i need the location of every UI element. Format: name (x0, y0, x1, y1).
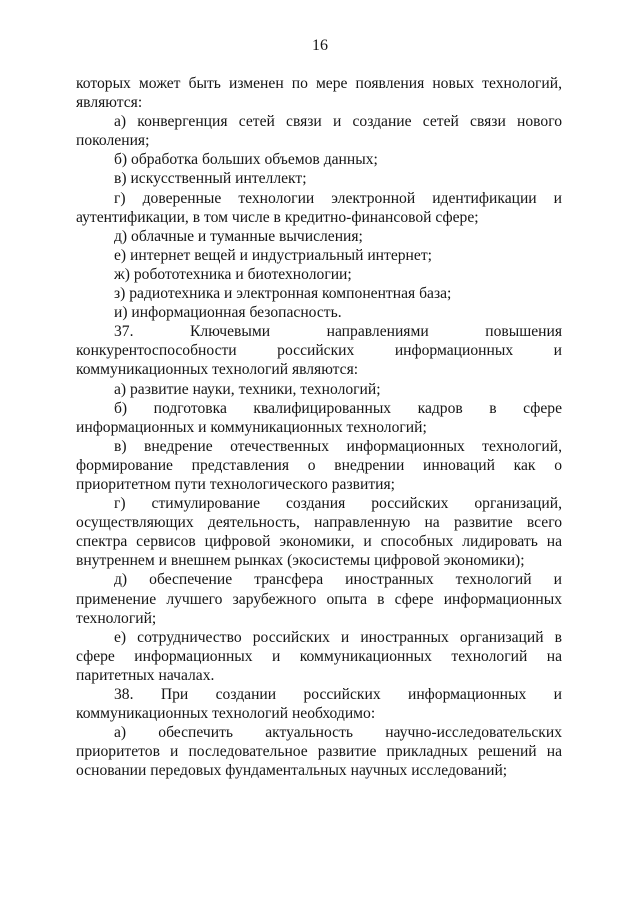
text-line: а) обеспечить актуальность научно-исследовательских (114, 724, 562, 742)
text-line: з) радиотехника и электронная компонентная база; (114, 285, 452, 303)
text-line: г) стимулирование создания российских организаций, (114, 495, 562, 513)
text-line: д) обеспечение трансфера иностранных технологий и (114, 571, 562, 589)
text-line: аутентификации, в том числе в кредитно-финансовой сфере; (76, 208, 479, 226)
text-line: коммуникационных технологий являются: (76, 361, 359, 379)
text-line: внутреннем и внешнем рынках (экосистемы цифровой экономики); (76, 552, 525, 570)
text-line: применение лучшего зарубежного опыта в сфере информационных (76, 590, 562, 608)
text-line: д) облачные и туманные вычисления; (114, 227, 363, 245)
text-line: технологий; (76, 609, 157, 627)
text-line: 38. При создании российских информационных и (114, 686, 562, 703)
text-line: 37. Ключевыми направлениями повышения (114, 323, 562, 341)
text-line: информационных и коммуникационных технологий; (76, 418, 427, 436)
text-line: которых может быть изменен по мере появления новых технологий, (76, 75, 562, 92)
page-number: 16 (312, 37, 328, 54)
text-line: б) обработка больших объемов данных; (114, 151, 378, 169)
text-line: г) доверенные технологии электронной идентификации и (114, 189, 562, 207)
document-body (76, 74, 562, 780)
text-line: коммуникационных технологий необходимо: (76, 705, 376, 723)
text-line: в) искусственный интеллект; (114, 170, 307, 188)
text-line: паритетных началах. (76, 666, 215, 684)
text-line: и) информационная безопасность. (114, 304, 342, 322)
text-line: приоритетном пути технологического развития; (76, 475, 395, 493)
text-line: е) сотрудничество российских и иностранных организаций в (114, 628, 562, 646)
text-line: в) внедрение отечественных информационных технологий, (114, 437, 562, 455)
text-line: поколения; (76, 132, 150, 150)
text-line: спектра сервисов цифровой экономики, и способных лидировать на (76, 533, 562, 551)
text-line: а) развитие науки, техники, технологий; (114, 380, 381, 398)
text-line: е) интернет вещей и индустриальный интернет; (114, 246, 432, 264)
text-line: являются: (76, 94, 143, 112)
text-line: ж) робототехника и биотехнологии; (114, 265, 352, 283)
text-line: б) подготовка квалифицированных кадров в сфере (114, 399, 562, 417)
text-line: а) конвергенция сетей связи и создание сетей связи нового (114, 113, 562, 131)
text-line: основании передовых фундаментальных научных исследований; (76, 762, 508, 780)
text-line: сфере информационных и коммуникационных технологий на (76, 647, 562, 665)
text-line: формирование представления о внедрении инноваций как о (76, 456, 562, 474)
text-line: конкурентоспособности российских информационных и (76, 342, 562, 360)
text-line: приоритетов и последовательное развитие прикладных решений на (76, 743, 562, 761)
text-line: осуществляющих деятельность, направленную на развитие всего (76, 514, 562, 532)
